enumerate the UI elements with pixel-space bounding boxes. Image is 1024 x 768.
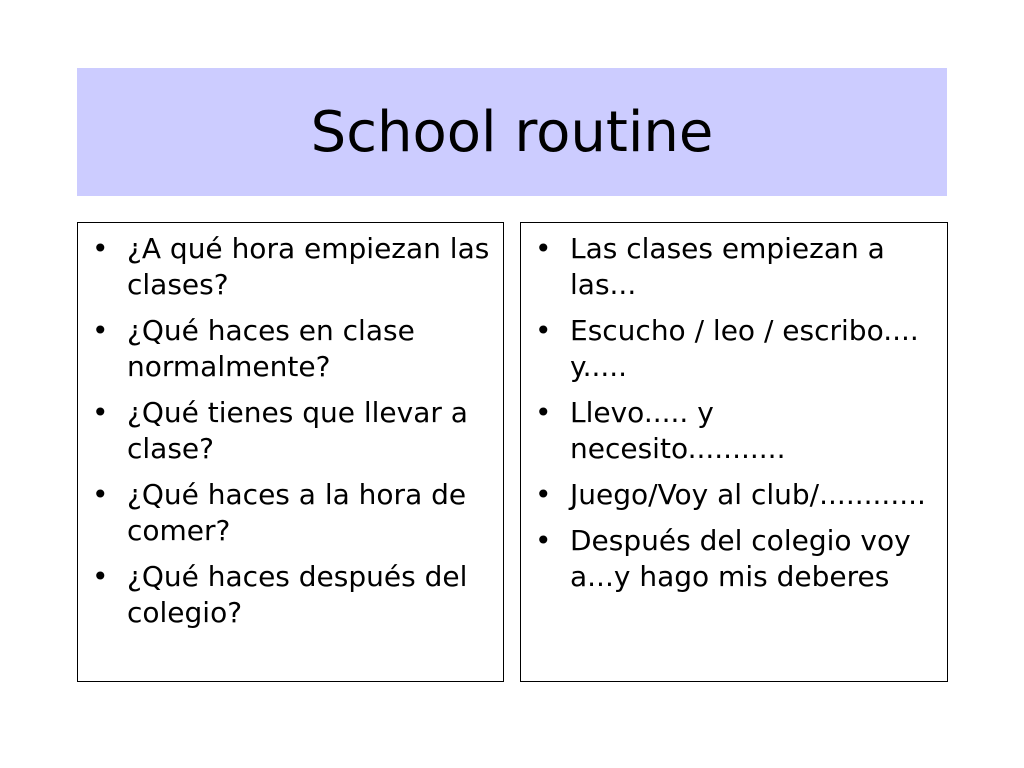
bullet-icon: • bbox=[92, 314, 109, 347]
list-item bbox=[521, 395, 947, 467]
answers-box bbox=[520, 222, 948, 682]
question-text: ¿A qué hora empiezan las clases? bbox=[127, 232, 490, 301]
answer-text: Escucho / leo / escribo.... y..... bbox=[570, 314, 919, 383]
answer-text: Juego/Voy al club/............ bbox=[570, 478, 926, 511]
question-text: ¿Qué haces a la hora de comer? bbox=[127, 478, 467, 547]
questions-list bbox=[78, 223, 503, 631]
questions-box bbox=[77, 222, 504, 682]
title-banner bbox=[77, 68, 947, 196]
list-item bbox=[78, 231, 503, 303]
list-item bbox=[521, 313, 947, 385]
bullet-icon: • bbox=[535, 314, 552, 347]
list-item bbox=[521, 231, 947, 303]
list-item bbox=[521, 477, 947, 513]
answer-text: Llevo..... y necesito........... bbox=[570, 396, 786, 465]
question-text: ¿Qué haces después del colegio? bbox=[127, 560, 468, 629]
slide-title: School routine bbox=[310, 99, 714, 165]
list-item bbox=[521, 523, 947, 595]
list-item bbox=[78, 395, 503, 467]
bullet-icon: • bbox=[92, 478, 109, 511]
bullet-icon: • bbox=[92, 396, 109, 429]
question-text: ¿Qué haces en clase normalmente? bbox=[127, 314, 415, 383]
list-item bbox=[78, 559, 503, 631]
bullet-icon: • bbox=[535, 396, 552, 429]
bullet-icon: • bbox=[92, 560, 109, 593]
answers-list bbox=[521, 223, 947, 595]
answer-text: Las clases empiezan a las... bbox=[570, 232, 885, 301]
question-text: ¿Qué tienes que llevar a clase? bbox=[127, 396, 468, 465]
answer-text: Después del colegio voy a...y hago mis deberes bbox=[570, 524, 911, 593]
list-item bbox=[78, 477, 503, 549]
bullet-icon: • bbox=[535, 524, 552, 557]
bullet-icon: • bbox=[535, 478, 552, 511]
list-item bbox=[78, 313, 503, 385]
bullet-icon: • bbox=[535, 232, 552, 265]
bullet-icon: • bbox=[92, 232, 109, 265]
